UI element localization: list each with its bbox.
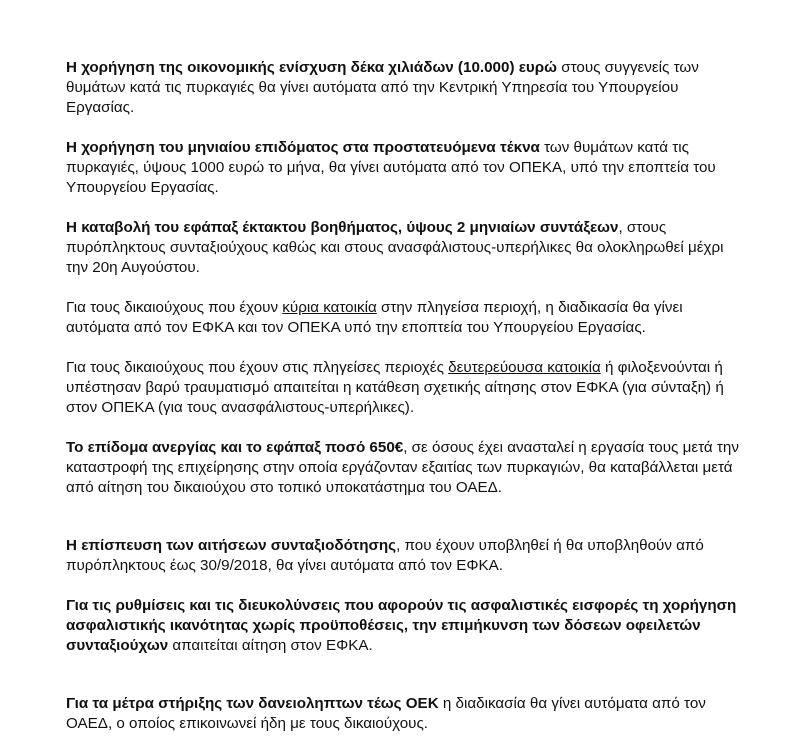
paragraph-text: των θυμάτων κατά τις πυρκαγιές, ύψους 1000 ευρώ το μήνα, θα γίνει αυτόματα από τον ΟΠΕΚΑ, υπό την εποπτεία του Υπουργείου Εργασίας. xyxy=(66,139,716,196)
paragraph-bold-lead: Η χορήγηση του μηνιαίου επιδόματος στα προστατευόμενα τέκνα xyxy=(66,139,540,156)
paragraph-text: ή φιλοξενούνται ή υπέστησαν βαρύ τραυματισμό απαιτείται η κατάθεση σχετικής αίτησης στον ΕΦΚΑ (για σύνταξη) ή στον ΟΠΕΚΑ (για τους ανασφάλιστους-υπερήλικες). xyxy=(66,359,724,416)
paragraph-bold-lead: Η επίσπευση των αιτήσεων συνταξιοδότησης xyxy=(66,537,397,554)
paragraph-unemployment-benefit xyxy=(66,438,746,498)
paragraph-bold-lead: Η χορήγηση της οικονομικής ενίσχυση δέκα χιλιάδων (10.000) ευρώ xyxy=(66,59,557,76)
paragraph-pension-acceleration xyxy=(66,536,746,576)
paragraph-text: , που έχουν υποβληθεί ή θα υποβληθούν από πυρόπληκτους έως 30/9/2018, θα γίνει αυτόματα από τον ΕΦΚΑ. xyxy=(66,537,704,574)
paragraph-bold-lead: Το επίδομα ανεργίας και το εφάπαξ ποσό 650€ xyxy=(66,439,404,456)
paragraph-child-allowance xyxy=(66,138,746,198)
paragraph-text: , σε όσους έχει ανασταλεί η εργασία τους μετά την καταστροφή της επιχείρησης στην οποία εργάζονταν εξαιτίας των πυρκαγιών, θα καταβάλλεται μετά από αίτηση του δικαιούχου στο τοπικό υποκατάστημα του ΟΑΕΔ. xyxy=(66,439,739,496)
paragraph-text: η διαδικασία θα γίνει αυτόματα από τον ΟΑΕΔ, ο οποίος επικοινωνεί ήδη με τους δικαιούχους. xyxy=(66,695,706,732)
paragraph-main-residence xyxy=(66,298,746,338)
paragraph-text: Για τους δικαιούχους που έχουν στις πληγείσες περιοχές xyxy=(66,359,449,376)
paragraph-underlined-term: κύρια κατοικία xyxy=(282,299,377,316)
paragraph-text: στους συγγενείς των θυμάτων κατά τις πυρκαγιές θα γίνει αυτόματα από την Κεντρική Υπηρεσία του Υπουργείου Εργασίας. xyxy=(66,59,699,116)
paragraph-oek-borrowers xyxy=(66,694,746,734)
paragraph-insurance-contributions xyxy=(66,596,746,656)
paragraph-bold-lead: Για τις ρυθμίσεις και τις διευκολύνσεις που αφορούν τις ασφαλιστικές εισφορές τη χορήγηση ασφαλιστικής ικανότητας χωρίς προϋποθέσεις, την επιμήκυνση των δόσεων οφειλετών συνταξιούχων xyxy=(66,597,737,654)
paragraph-underlined-term: δευτερεύουσα κατοικία xyxy=(448,359,601,376)
paragraph-lump-sum-pension xyxy=(66,218,746,278)
paragraph-bold-lead: Η καταβολή του εφάπαξ έκτακτου βοηθήματος, ύψους 2 μηνιαίων συντάξεων xyxy=(66,219,619,236)
paragraph-compensation xyxy=(66,58,746,118)
paragraph-text: , στους πυρόπληκτους συνταξιούχους καθώς και στους ανασφάλιστους-υπερήλικες θα ολοκληρωθεί μέχρι την 20η Αυγούστου. xyxy=(66,219,724,276)
paragraph-bold-lead: Για τα μέτρα στήριξης των δανειοληπτων τέως ΟΕΚ xyxy=(66,695,439,712)
paragraph-text: απαιτείται αίτηση στον ΕΦΚΑ. xyxy=(168,637,373,654)
paragraph-secondary-residence xyxy=(66,358,746,418)
paragraph-text: στην πληγείσα περιοχή, η διαδικασία θα γίνει αυτόματα από τον ΕΦΚΑ και τον ΟΠΕΚΑ υπό την εποπτεία του Υπουργείου Εργασίας. xyxy=(66,299,683,336)
paragraph-text: Για τους δικαιούχους που έχουν xyxy=(66,299,283,316)
document-body xyxy=(66,58,746,754)
